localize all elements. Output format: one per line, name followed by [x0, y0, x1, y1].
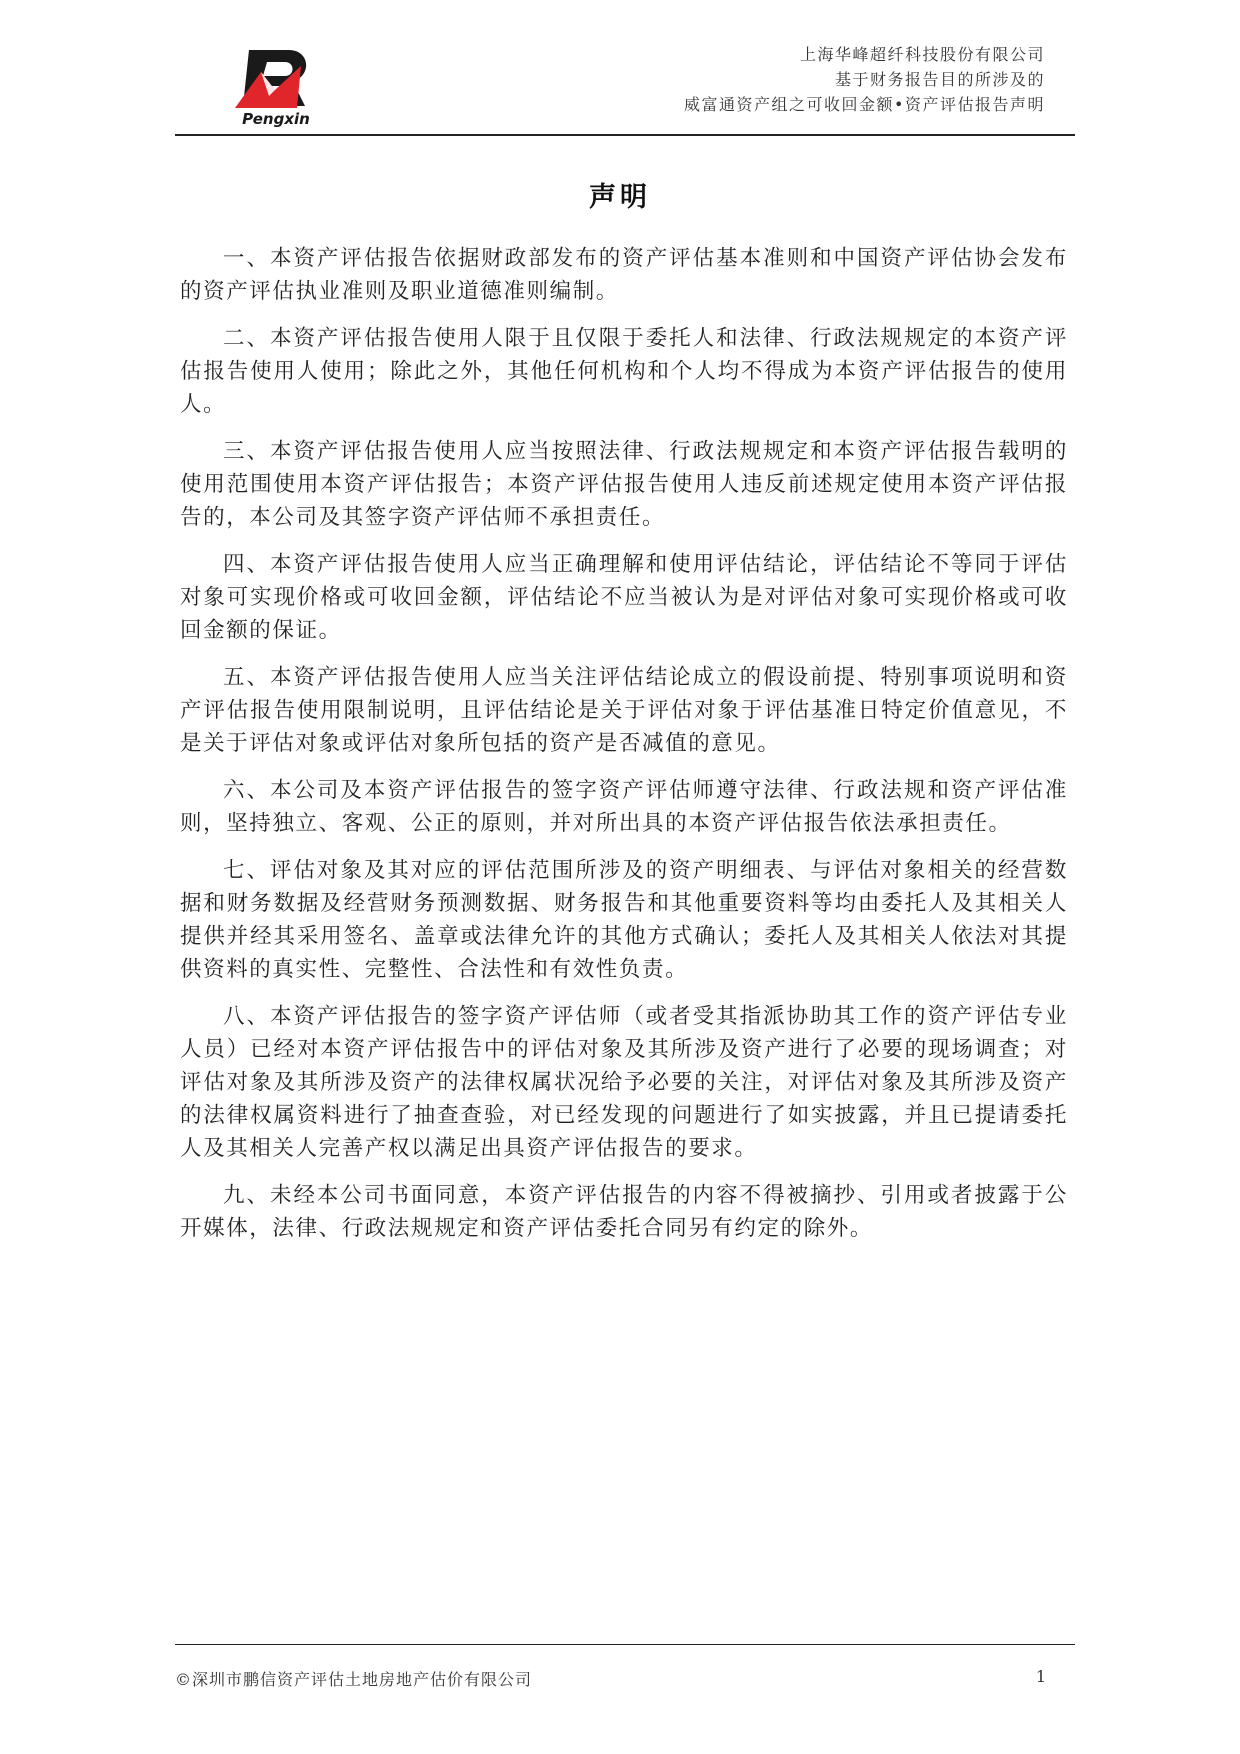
pengxin-logo [231, 46, 321, 128]
header-purpose-line: 基于财务报告目的所涉及的 [834, 70, 1045, 89]
statement-paragraph-6: 六、本公司及本资产评估报告的签字资产评估师遵守法律、行政法规和资产评估准则，坚持独立、客观、公正的原则，并对所出具的本资产评估报告依法承担责任。 [180, 778, 1068, 836]
footer-company: ©深圳市鹏信资产评估土地房地产估价有限公司 [175, 1670, 533, 1689]
page-number: 1 [1035, 1667, 1047, 1686]
statement-paragraph-2: 二、本资产评估报告使用人限于且仅限于委托人和法律、行政法规规定的本资产评估报告使用人使用；除此之外，其他任何机构和个人均不得成为本资产评估报告的使用人。 [180, 326, 1068, 417]
statement-paragraph-1: 一、本资产评估报告依据财政部发布的资产评估基本准则和中国资产评估协会发布的资产评估执业准则及职业道德准则编制。 [180, 246, 1068, 304]
statement-paragraph-3: 三、本资产评估报告使用人应当按照法律、行政法规规定和本资产评估报告载明的使用范围使用本资产评估报告；本资产评估报告使用人违反前述规定使用本资产评估报告的，本公司及其签字资产评估师不承担责任。 [180, 439, 1068, 530]
page-header [175, 36, 1075, 136]
logo-wordmark: Pengxin [242, 110, 310, 128]
statement-paragraph-8: 八、本资产评估报告的签字资产评估师（或者受其指派协助其工作的资产评估专业人员）已经对本资产评估报告中的评估对象及其所涉及资产进行了必要的现场调查；对评估对象及其所涉及资产的法律权属状况给予必要的关注，对评估对象及其所涉及资产的法律权属资料进行了抽查查验，对已经发现的问题进行了如实披露，并且已提请委托人及其相关人完善产权以满足出具资产评估报告的要求。 [180, 1004, 1068, 1161]
header-company-line: 上海华峰超纤科技股份有限公司 [799, 45, 1045, 64]
statement-paragraph-7: 七、评估对象及其对应的评估范围所涉及的资产明细表、与评估对象相关的经营数据和财务数据及经营财务预测数据、财务报告和其他重要资料等均由委托人及其相关人提供并经其采用签名、盖章或法律允许的其他方式确认；委托人及其相关人依法对其提供资料的真实性、完整性、合法性和有效性负责。 [180, 858, 1068, 982]
statement-body [180, 242, 1068, 1259]
statement-paragraph-9: 九、未经本公司书面同意，本资产评估报告的内容不得被摘抄、引用或者披露于公开媒体，法律、行政法规规定和资产评估委托合同另有约定的除外。 [180, 1183, 1068, 1241]
page-footer [175, 1644, 1075, 1690]
statement-paragraph-5: 五、本资产评估报告使用人应当关注评估结论成立的假设前提、特别事项说明和资产评估报告使用限制说明，且评估结论是关于评估对象于评估基准日特定价值意见，不是关于评估对象或评估对象所包括的资产是否减值的意见。 [180, 665, 1068, 756]
header-report-line: 威富通资产组之可收回金额•资产评估报告声明 [684, 95, 1045, 114]
header-text-block [684, 42, 1045, 117]
statement-paragraph-4: 四、本资产评估报告使用人应当正确理解和使用评估结论，评估结论不等同于评估对象可实现价格或可收回金额，评估结论不应当被认为是对评估对象可实现价格或可收回金额的保证。 [180, 552, 1068, 643]
page-title: 声明 [589, 182, 651, 213]
